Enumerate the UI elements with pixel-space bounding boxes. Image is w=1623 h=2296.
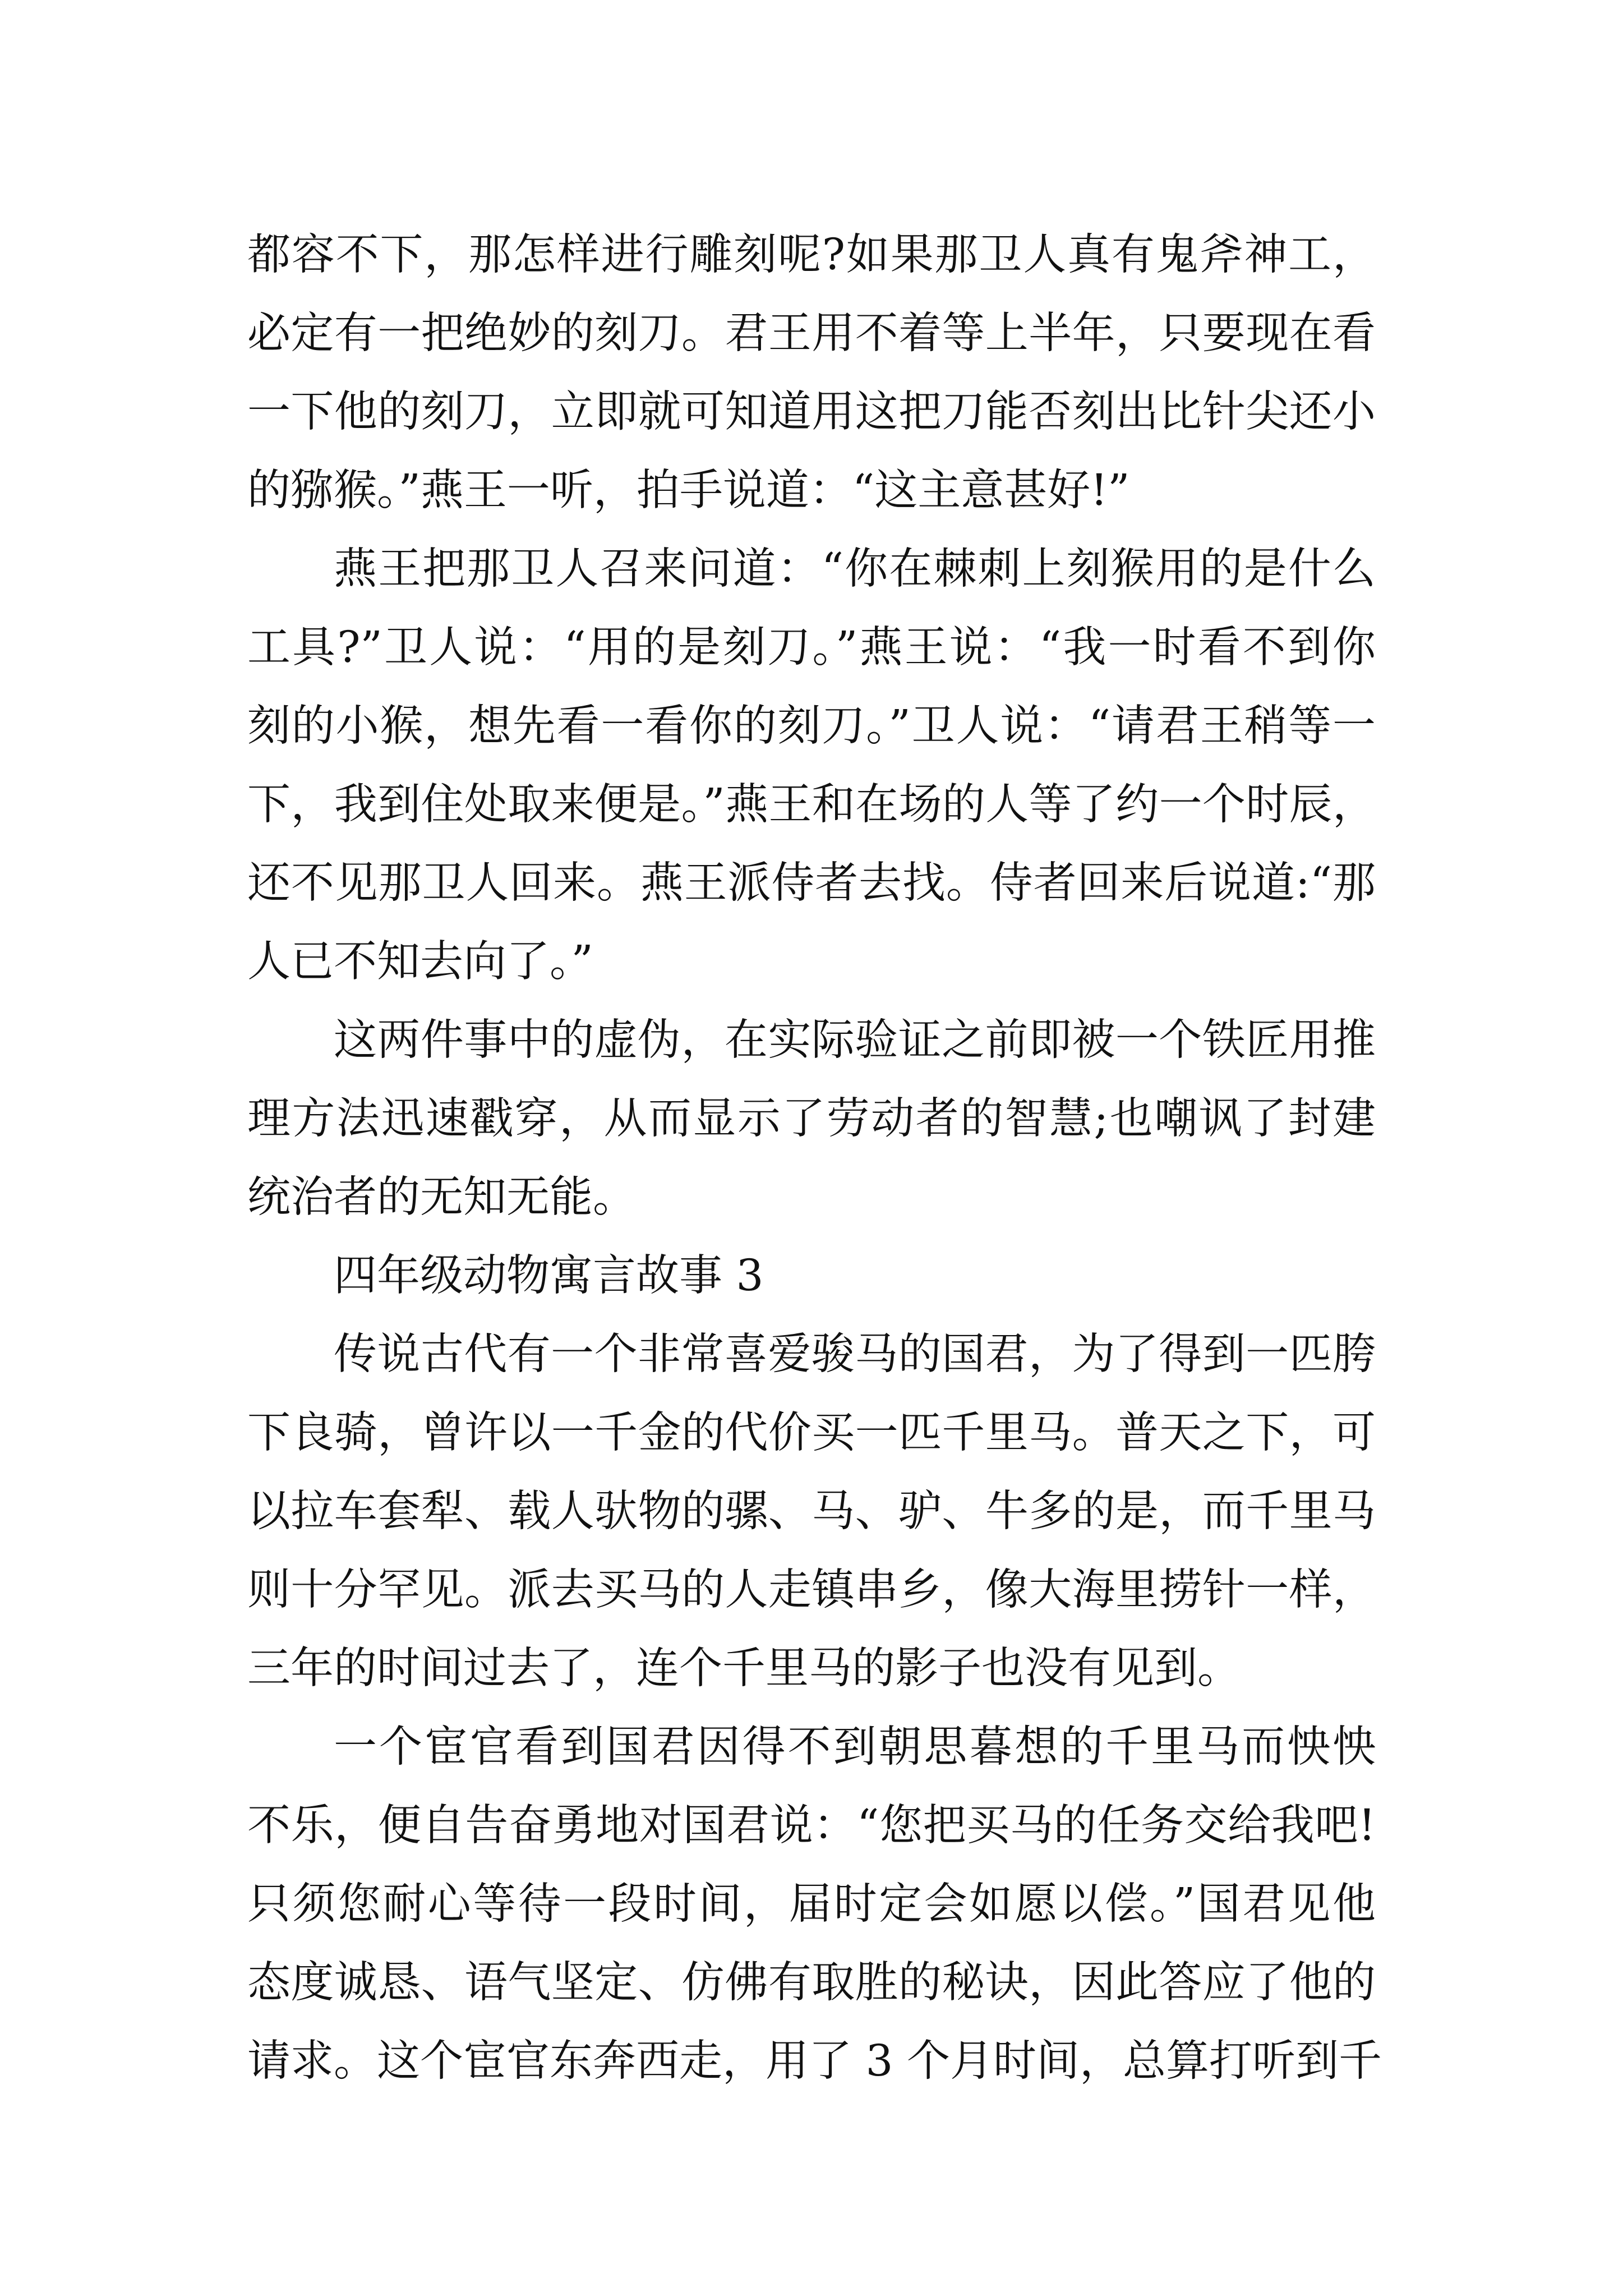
text-line: 人已不知去向了。” [247, 937, 593, 987]
text-line: 三年的时间过去了，连个千里马的影子也没有见到。 [247, 1644, 1241, 1694]
text-line: 态度诚恳、语气坚定、仿佛有取胜的秘诀，因此答应了他的 [247, 1958, 1376, 2008]
text-line: 不乐，便自告奋勇地对国君说：“您把买马的任务交给我吧! [247, 1801, 1376, 1851]
text-line: 统治者的无知无能。 [247, 1172, 636, 1222]
paragraph-first-line: 燕王把那卫人召来问道：“你在棘刺上刻猴用的是什么 [334, 544, 1376, 594]
text-line: 刻的小猴，想先看一看你的刻刀。”卫人说：“请君王稍等一 [247, 701, 1376, 751]
paragraph-first-line: 这两件事中的虚伪，在实际验证之前即被一个铁匠用推 [334, 1015, 1376, 1065]
text-line: 下良骑，曾许以一千金的代价买一匹千里马。普天之下，可 [247, 1408, 1376, 1458]
text-line: 下，我到住处取来便是。”燕王和在场的人等了约一个时辰， [247, 780, 1376, 830]
text-line: 都容不下，那怎样进行雕刻呢?如果那卫人真有鬼斧神工， [247, 230, 1376, 280]
text-line: 只须您耐心等待一段时间，届时定会如愿以偿。”国君见他 [247, 1879, 1376, 1929]
text-line: 必定有一把绝妙的刻刀。君王用不着等上半年，只要现在看 [247, 309, 1376, 358]
document-body [247, 216, 1382, 2101]
text-line: 还不见那卫人回来。燕王派侍者去找。侍者回来后说道:“那 [247, 858, 1376, 908]
section-heading: 四年级动物寓言故事 3 [334, 1251, 764, 1301]
text-line: 则十分罕见。派去买马的人走镇串乡，像大海里捞针一样， [247, 1565, 1376, 1615]
text-line: 以拉车套犁、载人驮物的骡、马、驴、牛多的是，而千里马 [247, 1487, 1376, 1536]
text-line: 理方法迅速戳穿，从而显示了劳动者的智慧;也嘲讽了封建 [247, 1094, 1376, 1144]
text-line: 工具?”卫人说：“用的是刻刀。”燕王说：“我一时看不到你 [247, 623, 1376, 673]
text-line: 请求。这个宦官东奔西走，用了 3 个月时间，总算打听到千 [247, 2036, 1382, 2086]
paragraph-first-line: 一个宦官看到国君因得不到朝思暮想的千里马而怏怏 [334, 1722, 1376, 1772]
text-line: 的猕猴。”燕王一听，拍手说道：“这主意甚好!” [247, 466, 1130, 516]
text-line: 一下他的刻刀，立即就可知道用这把刀能否刻出比针尖还小 [247, 387, 1376, 437]
paragraph-first-line: 传说古代有一个非常喜爱骏马的国君，为了得到一匹胯 [334, 1329, 1376, 1379]
